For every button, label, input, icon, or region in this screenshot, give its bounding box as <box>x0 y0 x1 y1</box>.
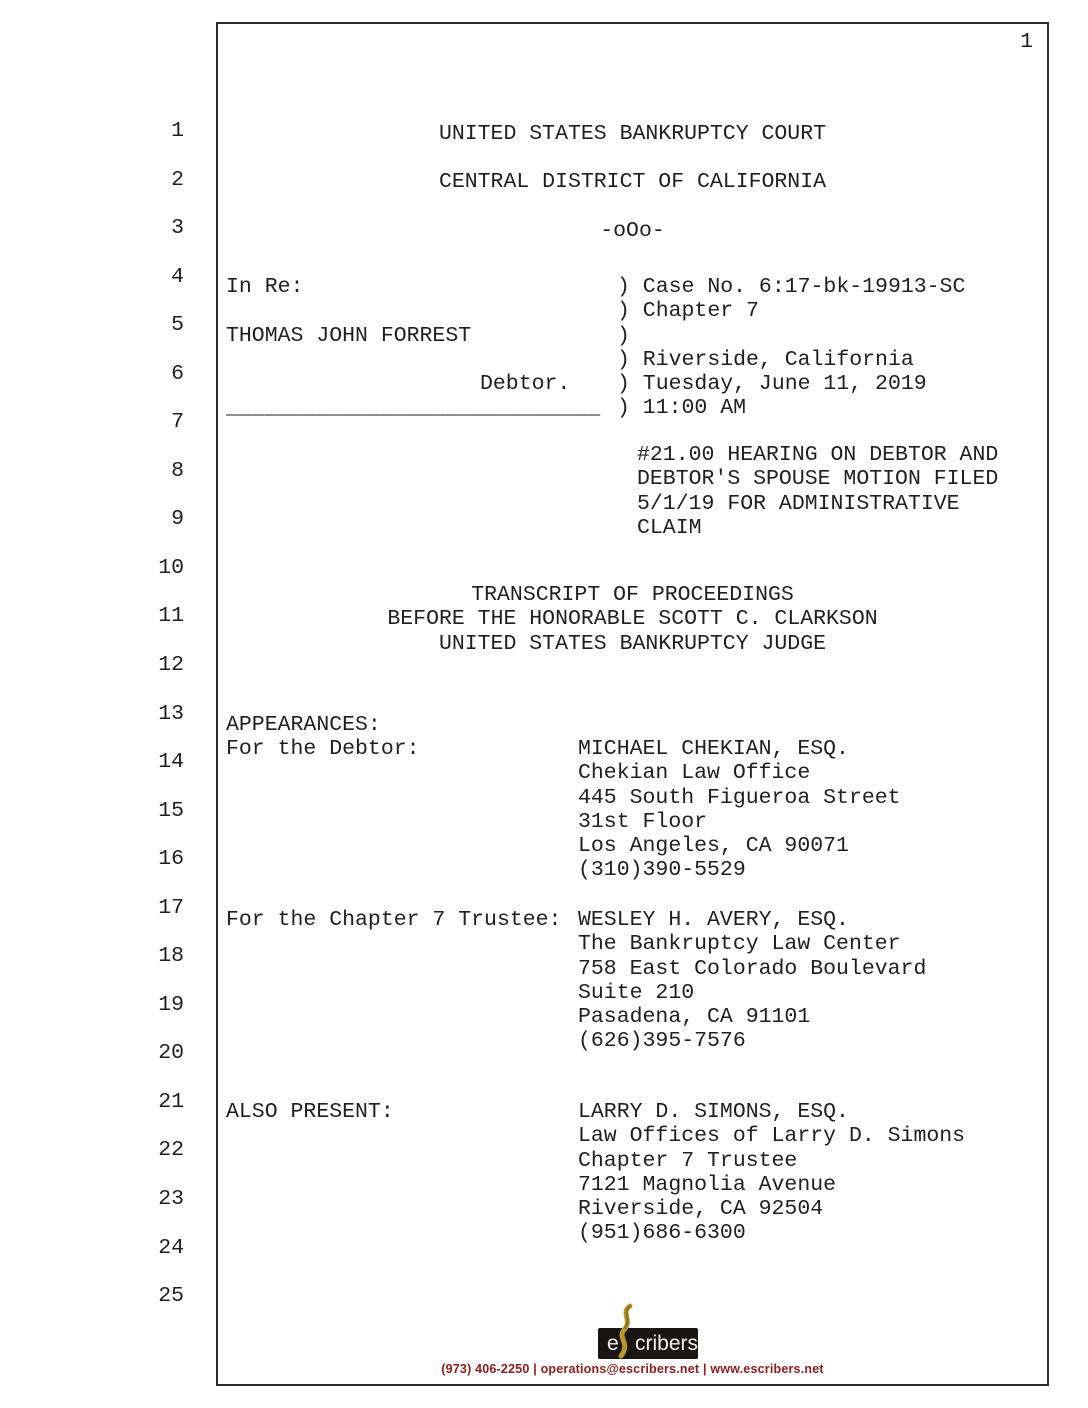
line-number: 4 <box>171 264 184 289</box>
escribers-logo <box>598 1303 698 1359</box>
caption-detail-line: ) 11:00 AM <box>617 396 747 421</box>
line-number: 6 <box>171 361 184 386</box>
appearance-line: Los Angeles, CA 90071 <box>578 834 849 858</box>
title-line: TRANSCRIPT OF PROCEEDINGS <box>471 583 794 607</box>
appearance-line: Chapter 7 Trustee <box>578 1148 798 1173</box>
appearance-label: ALSO PRESENT: <box>226 1100 394 1124</box>
line-number: 17 <box>158 895 184 920</box>
appearance-line: (626)395-7576 <box>578 1029 746 1054</box>
footer-contact-line: (973) 406-2250 | operations@escribers.net | www.escribers.net <box>441 1362 824 1376</box>
line-number: 22 <box>158 1138 184 1163</box>
hearing-line: DEBTOR'S SPOUSE MOTION FILED <box>637 467 999 492</box>
appearance-line: LARRY D. SIMONS, ESQ. <box>578 1100 849 1124</box>
line-number: 8 <box>171 458 184 483</box>
line-number: 13 <box>158 701 184 726</box>
appearance-line: (951)686-6300 <box>578 1221 746 1246</box>
page-number: 1 <box>1020 30 1033 54</box>
hearing-line: CLAIM <box>637 515 702 540</box>
appearance-line: 445 South Figueroa Street <box>578 785 901 810</box>
transcript-title-block <box>218 583 1047 656</box>
title-line: BEFORE THE HONORABLE SCOTT C. CLARKSON <box>387 607 878 632</box>
line-number: 5 <box>171 313 184 338</box>
line-number: 2 <box>171 167 184 192</box>
appearance-line: Suite 210 <box>578 980 695 1005</box>
caption-underline-rule: _____________________________ <box>226 396 601 420</box>
appearance-details <box>578 1100 965 1246</box>
line-number: 12 <box>158 653 184 678</box>
appearance-entry <box>226 1100 1043 1246</box>
line-number: 18 <box>158 944 184 969</box>
line-number: 23 <box>158 1187 184 1212</box>
appearance-line: Law Offices of Larry D. Simons <box>578 1124 966 1149</box>
appearance-line: The Bankruptcy Law Center <box>578 932 901 957</box>
appearance-details <box>578 737 901 883</box>
appearance-entry <box>226 908 1043 1054</box>
appearance-label: For the Chapter 7 Trustee: <box>226 908 562 932</box>
appearance-line: 31st Floor <box>578 809 708 834</box>
line-number: 1 <box>171 119 184 143</box>
appearance-label: For the Debtor: <box>226 737 420 761</box>
court-district: CENTRAL DISTRICT OF CALIFORNIA <box>438 170 827 194</box>
appearance-line: 758 East Colorado Boulevard <box>578 956 927 981</box>
appearance-line: Pasadena, CA 91101 <box>578 1005 811 1029</box>
line-number: 9 <box>171 507 184 532</box>
line-number: 11 <box>158 604 184 629</box>
logo-letter-e: e <box>607 1331 619 1355</box>
line-number-column <box>140 119 184 1333</box>
line-number: 25 <box>158 1284 184 1309</box>
appearance-line: (310)390-5529 <box>578 858 746 883</box>
caption-detail-line: ) Tuesday, June 11, 2019 <box>617 372 927 396</box>
appearance-line: 7121 Magnolia Avenue <box>578 1172 837 1197</box>
appearance-line: WESLEY H. AVERY, ESQ. <box>578 908 849 932</box>
logo-cribers: cribers <box>634 1331 698 1355</box>
title-line: UNITED STATES BANKRUPTCY JUDGE <box>438 631 827 656</box>
court-name: UNITED STATES BANKRUPTCY COURT <box>438 122 827 146</box>
caption-case-details <box>617 275 965 421</box>
line-number: 21 <box>158 1089 184 1114</box>
appearances-heading: APPEARANCES: <box>226 713 381 737</box>
debtor-label: Debtor. <box>480 372 571 396</box>
appearance-line: MICHAEL CHEKIAN, ESQ. <box>578 737 849 761</box>
line-number: 16 <box>158 847 184 872</box>
appearance-line: Chekian Law Office <box>578 761 811 786</box>
gold-swash-icon <box>612 1303 638 1359</box>
appearance-details <box>578 908 926 1054</box>
hearing-line: 5/1/19 FOR ADMINISTRATIVE <box>637 491 960 516</box>
line-number: 24 <box>158 1235 184 1260</box>
hearing-description <box>637 443 998 540</box>
line-number: 20 <box>158 1041 184 1066</box>
caption-detail-line: ) Case No. 6:17-bk-19913-SC <box>617 275 966 299</box>
caption-detail-line: ) <box>617 323 630 348</box>
header-separator: -oOo- <box>600 219 665 243</box>
caption-detail-line: ) Riverside, California <box>617 347 914 372</box>
caption-detail-line: ) Chapter 7 <box>617 299 759 324</box>
line-number: 14 <box>158 750 184 775</box>
caption-in-re: In Re: <box>226 275 304 299</box>
line-number: 7 <box>171 410 184 435</box>
transcript-page <box>216 22 1049 1386</box>
line-number: 10 <box>158 555 184 580</box>
appearance-line: Riverside, CA 92504 <box>578 1197 824 1221</box>
debtor-name: THOMAS JOHN FORREST <box>226 324 472 348</box>
line-number: 15 <box>158 798 184 823</box>
appearance-entry <box>226 737 1043 883</box>
line-number: 3 <box>171 216 184 241</box>
line-number: 19 <box>158 992 184 1017</box>
hearing-line: #21.00 HEARING ON DEBTOR AND <box>637 443 999 467</box>
